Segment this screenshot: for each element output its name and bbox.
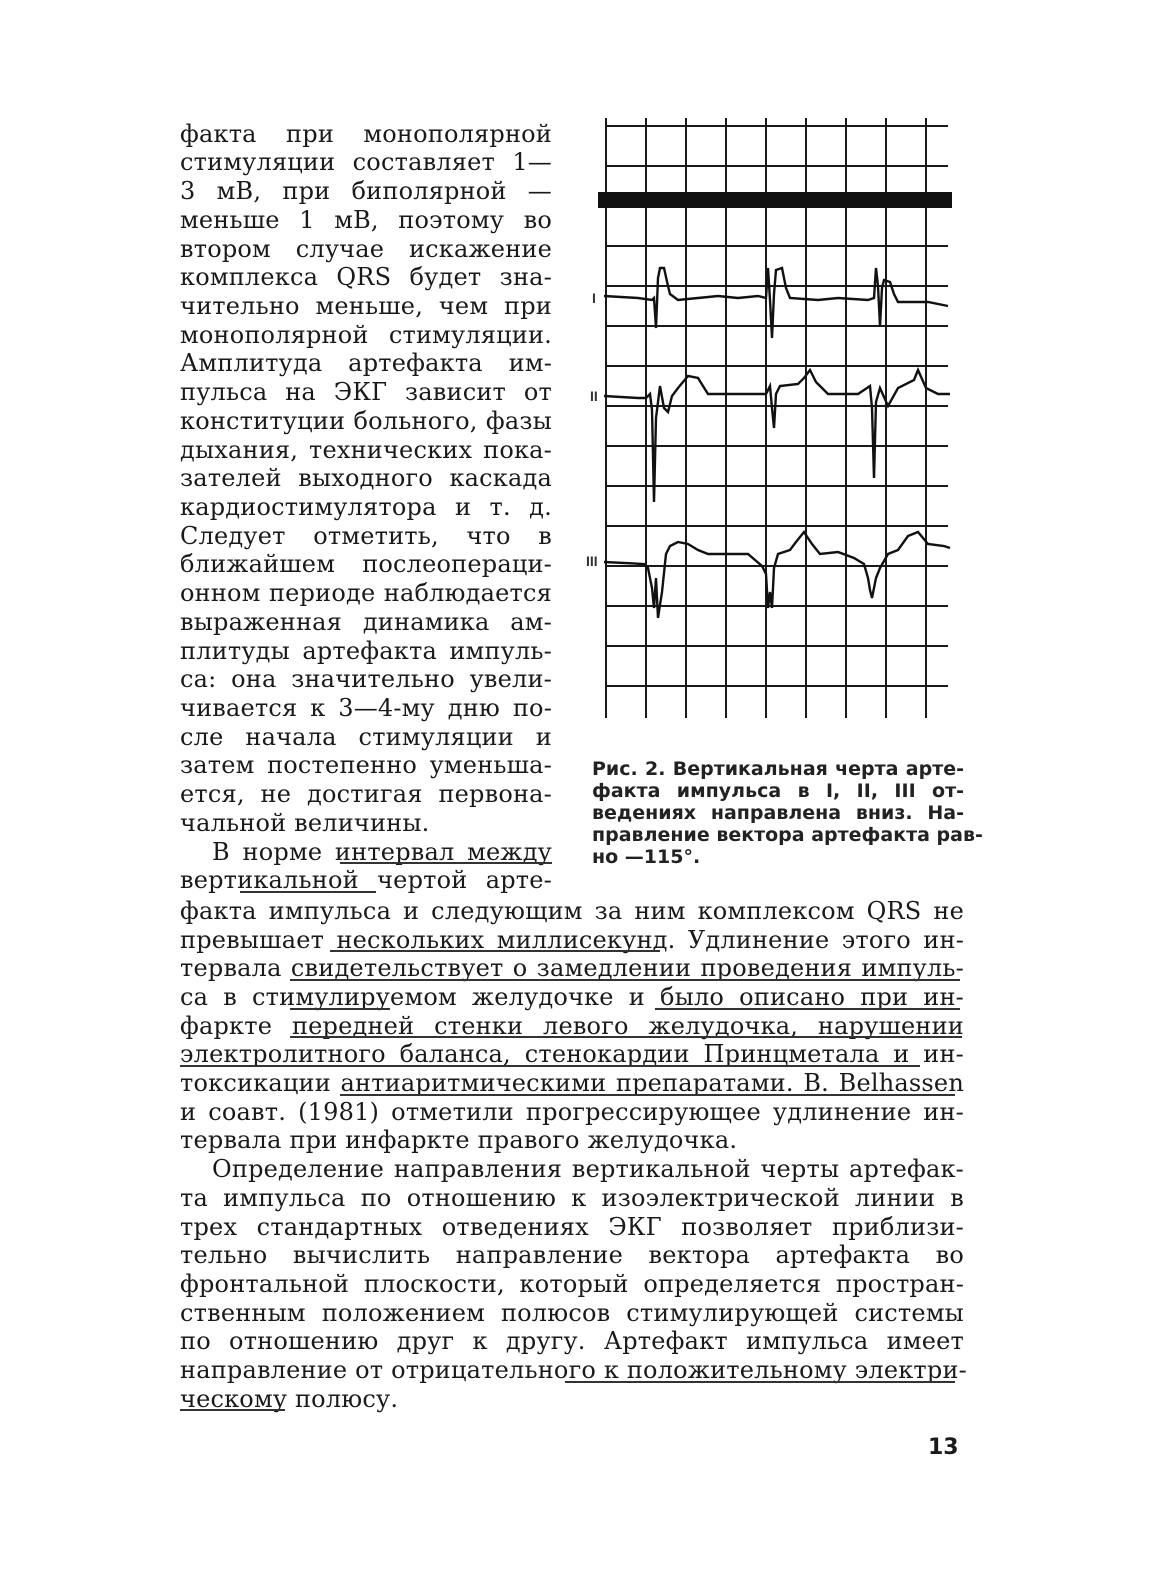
text-line: комплекса QRS будет зна- [180, 263, 552, 291]
figure-caption-line: факта импульса в I, II, III от- [592, 780, 964, 802]
paragraph-indent-line: Определение направления вертикальной черты артефак- [212, 1155, 964, 1183]
pen-underline [290, 1008, 390, 1010]
text-line: и соавт. (1981) отметили прогрессирующее удлинение ин- [180, 1098, 964, 1126]
pen-underline [655, 1008, 960, 1010]
pen-underline [330, 950, 660, 952]
figure-caption-line: Рис. 2. Вертикальная черта арте- [592, 758, 964, 780]
text-line: направление от отрицательного к положительному электри- [180, 1356, 967, 1384]
text-line: чальной величины. [180, 809, 430, 837]
text-line: превышает нескольких миллисекунд. Удлинение этого ин- [180, 926, 964, 954]
pen-underline [180, 1409, 285, 1411]
text-line: чительно меньше, чем при [180, 292, 552, 320]
text-line: меньше 1 мВ, поэтому во [180, 206, 552, 234]
text-line: кардиостимулятора и т. д. [180, 493, 552, 521]
text-line: дыхания, технических пока- [180, 436, 552, 464]
pen-underline [340, 862, 552, 864]
text-line: токсикации антиаритмическими препаратами. B. Belhassen [180, 1069, 964, 1097]
text-line: стимуляции составляет 1— [180, 148, 552, 176]
ecg-figure [598, 118, 966, 726]
text-line: ческому полюсу. [180, 1385, 399, 1413]
text-line: ственным положением полюсов стимулирующей системы [180, 1299, 964, 1327]
page-number: 13 [928, 1435, 959, 1460]
text-line: са: она значительно увели- [180, 665, 552, 693]
text-line: затем постепенно уменьша- [180, 751, 552, 779]
text-line: монополярной стимуляции. [180, 321, 552, 349]
pen-underline [290, 1036, 962, 1038]
text-line: ется, не достигая первона- [180, 780, 552, 808]
paragraph-indent-line: В норме интервал между [212, 838, 552, 866]
figure-caption-line: правление вектора артефакта рав- [592, 824, 983, 846]
text-line: плитуды артефакта импуль- [180, 637, 552, 665]
ecg-trace-lead-1 [604, 268, 948, 338]
text-line: сле начала стимуляции и [180, 723, 552, 751]
text-line: по отношению друг к другу. Артефакт импульса имеет [180, 1327, 964, 1355]
text-line: тельно вычислить направление вектора артефакта во [180, 1241, 964, 1269]
text-line: ближайшем послеопераци- [180, 550, 552, 578]
lead-label: II [590, 388, 598, 404]
pen-underline [340, 1094, 955, 1096]
text-line: та импульса по отношению к изоэлектрической линии в [180, 1184, 964, 1212]
text-line: конституции больного, фазы [180, 407, 552, 435]
text-line: тервала при инфаркте правого желудочка. [180, 1126, 738, 1154]
text-line: выраженная динамика ам- [180, 608, 552, 636]
text-line: Амплитуда артефакта им- [180, 349, 552, 377]
text-line: втором случае искажение [180, 235, 552, 263]
text-line: Следует отметить, что в [180, 522, 552, 550]
stimulus-marker-band [598, 192, 952, 208]
figure-caption-line: но —115°. [592, 846, 701, 868]
lead-label: III [586, 553, 598, 569]
pen-underline [180, 1065, 920, 1067]
text-line: вертикальной чертой арте- [180, 866, 552, 894]
text-line: факта импульса и следующим за ним комплексом QRS не [180, 897, 964, 925]
text-line: онном периоде наблюдается [180, 579, 552, 607]
text-line: факта при монополярной [180, 120, 552, 148]
text-line: трех стандартных отведениях ЭКГ позволяет приблизи- [180, 1213, 964, 1241]
text-line: электролитного баланса, стенокардии Принцметала и ин- [180, 1040, 964, 1068]
pen-underline [565, 1381, 955, 1383]
lead-label: I [592, 290, 596, 306]
text-line: 3 мВ, при биполярной — [180, 177, 552, 205]
text-line: тервала свидетельствует о замедлении проведения импуль- [180, 954, 964, 982]
text-line: фронтальной плоскости, который определяется простран- [180, 1270, 964, 1298]
figure-caption-line: ведениях направлена вниз. На- [592, 802, 964, 824]
text-line: пульса на ЭКГ зависит от [180, 378, 552, 406]
pen-underline [240, 891, 376, 893]
text-line: чивается к 3—4-му дню по- [180, 694, 552, 722]
text-line: зателей выходного каскада [180, 464, 552, 492]
text-line: фаркте передней стенки левого желудочка, нарушении [180, 1012, 964, 1040]
ecg-trace-lead-2 [604, 370, 950, 502]
pen-underline [290, 979, 960, 981]
text-line: са в стимулируемом желудочке и было описано при ин- [180, 983, 964, 1011]
